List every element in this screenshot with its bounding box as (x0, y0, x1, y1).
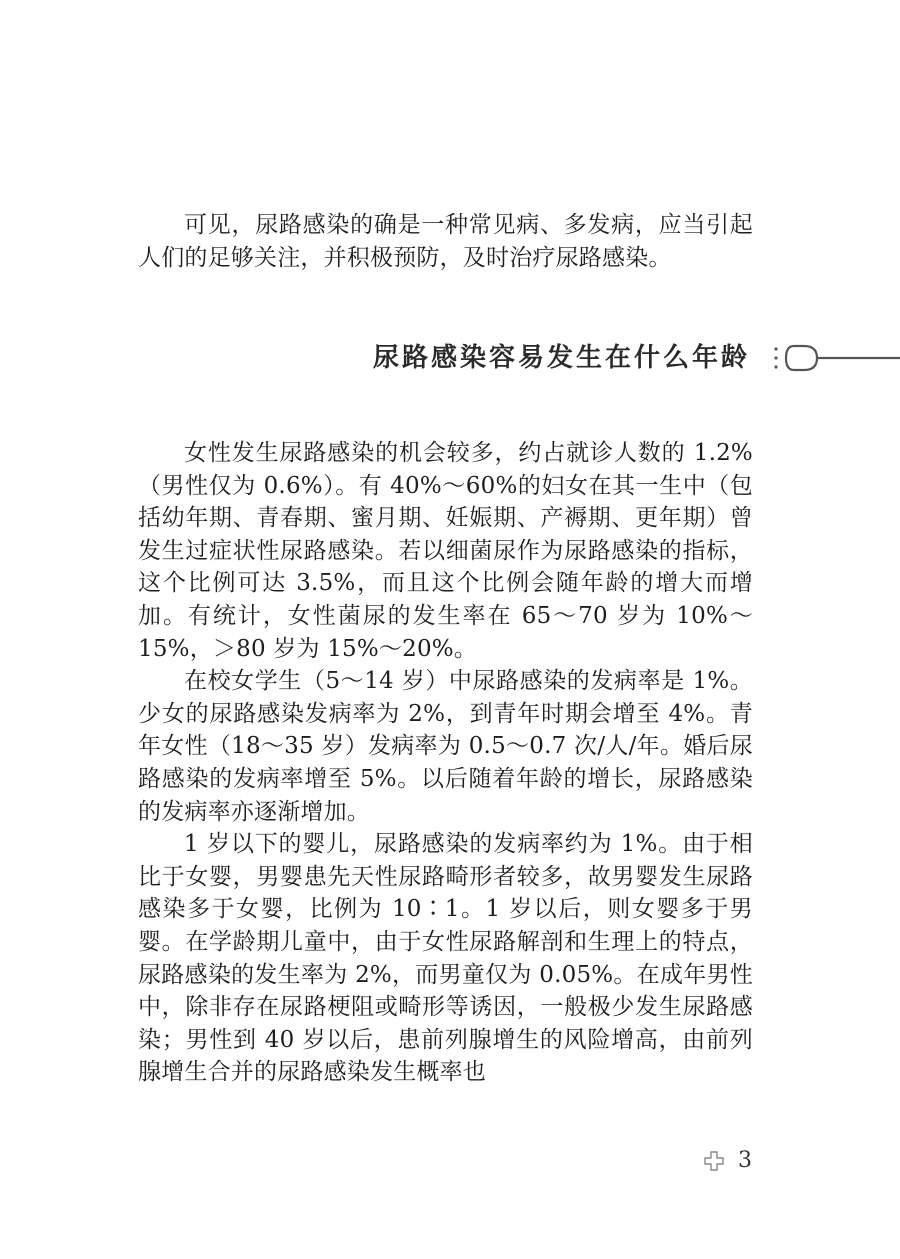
body-paragraph-2: 在校女学生（5～14 岁）中尿路感染的发病率是 1%。少女的尿路感染发病率为 2%，到青年时期会增至 4%。青年女性（18～35 岁）发病率为 0.5～0.7 次/人/年。婚后尿路感染的发病率增至 5%。以后随着年龄的增长，尿路感染的发病率亦逐渐增加。 (138, 668, 753, 825)
intro-text (138, 209, 753, 274)
heading-ornament-icon (772, 341, 900, 375)
intro-paragraph: 可见，尿路感染的确是一种常见病、多发病，应当引起人们的足够关注，并积极预防，及时治疗尿路感染。 (138, 212, 753, 271)
section-body (138, 437, 753, 1089)
medical-cross-icon (704, 1151, 724, 1171)
page-number: 3 (738, 1148, 752, 1173)
page-footer (704, 1148, 752, 1173)
body-paragraph-1: 女性发生尿路感染的机会较多，约占就诊人数的 1.2%（男性仅为 0.6%）。有 40%～60%的妇女在其一生中（包括幼年期、青春期、蜜月期、妊娠期、产褥期、更年期）曾发生过症状性尿路感染。若以细菌尿作为尿路感染的指标，这个比例可达 3.5%，而且这个比例会随年龄的增大而增加。有统计，女性菌尿的发生率在 65～70 岁为 10%～15%，＞80 岁为 15%～20%。 (138, 440, 753, 662)
section-title: 尿路感染容易发生在什么年龄 (372, 343, 750, 373)
body-paragraph-3: 1 岁以下的婴儿，尿路感染的发病率约为 1%。由于相比于女婴，男婴患先天性尿路畸形者较多，故男婴发生尿路感染多于女婴，比例为 10∶1。1 岁以后，则女婴多于男婴。在学龄期儿童中，由于女性尿路解剖和生理上的特点，尿路感染的发生率为 2%，而男童仅为 0.05%。在成年男性中，除非存在尿路梗阻或畸形等诱因，一般极少发生尿路感染；男性到 40 岁以后，患前列腺增生的风险增高，由前列腺增生合并的尿路感染发生概率也 (138, 831, 753, 1086)
